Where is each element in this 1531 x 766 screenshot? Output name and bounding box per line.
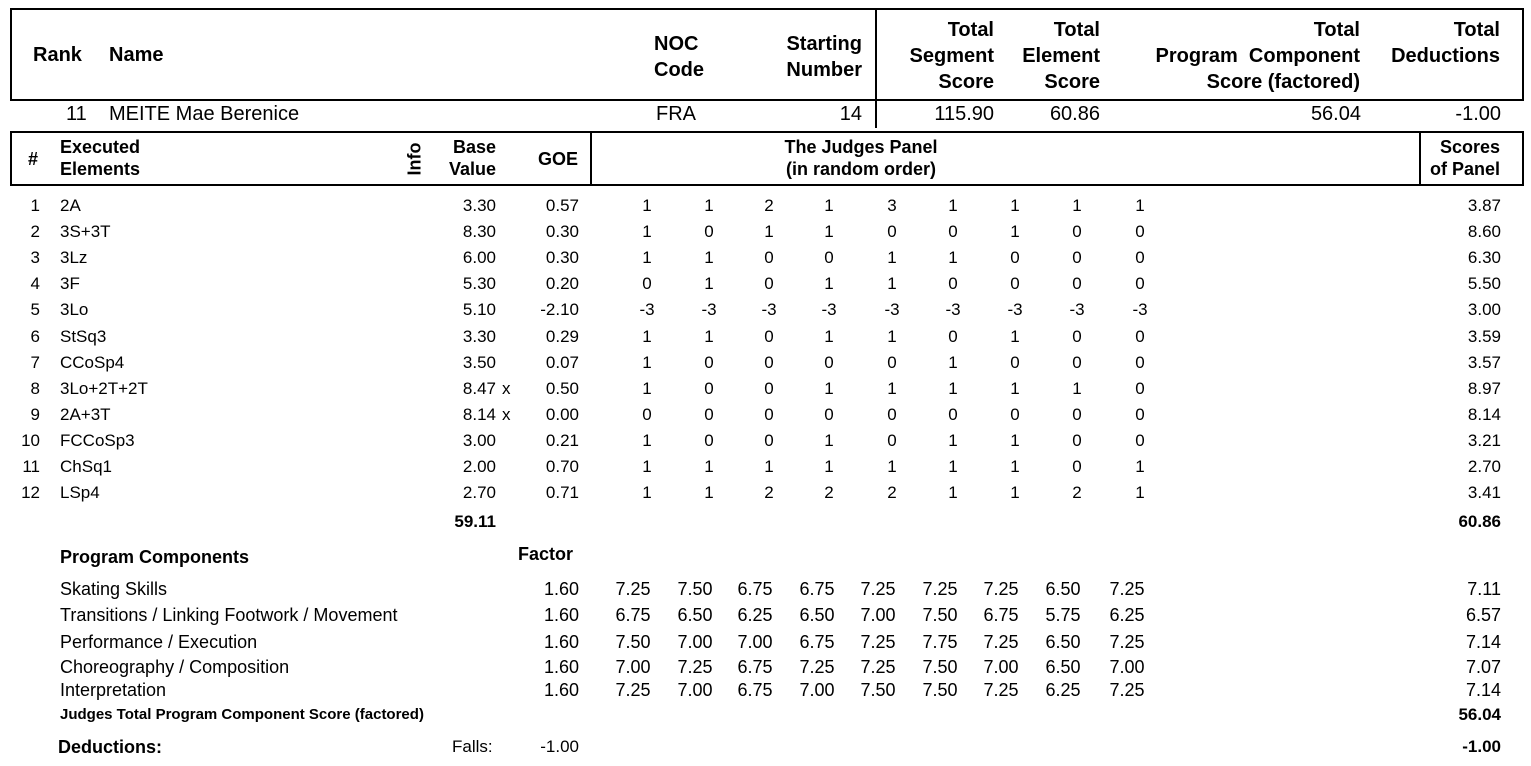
element-judge-score: 0 [764,353,774,372]
starting-number-header: Starting Number [786,33,862,81]
component-judge-score: 7.25 [983,632,1019,652]
component-judge-score: 6.50 [677,605,713,625]
skater-starting-number: 14 [839,103,862,125]
component-judge-score: 7.25 [983,680,1019,700]
element-goe: 0.07 [545,353,579,372]
element-judge-score: 0 [824,405,834,424]
component-name: Performance / Execution [60,632,258,652]
component-panel-score: 7.14 [1465,632,1501,652]
element-judge-score: 0 [764,379,774,398]
element-judge-score: 0 [642,274,652,293]
element-judge-score: 1 [824,327,834,346]
element-judge-score: 1 [948,196,958,215]
element-judge-score: 1 [642,248,652,267]
component-judge-score: 7.00 [983,657,1019,677]
rank-header: Rank [33,44,82,66]
element-judge-score: 1 [704,483,714,502]
element-judge-score: 1 [948,353,958,372]
element-judge-score: 1 [704,196,714,215]
component-name: Transitions / Linking Footwork / Movement [60,605,398,625]
component-judge-score: 6.50 [1045,657,1081,677]
element-name: CCoSp4 [60,353,125,372]
component-judge-score: 6.75 [983,605,1019,625]
element-judge-score: -3 [1132,300,1148,319]
element-judge-score: 0 [764,327,774,346]
element-goe: 0.71 [545,483,579,502]
component-judge-score: 7.25 [1109,579,1145,599]
judges-panel-header: The Judges Panel (in random order) [784,137,938,179]
element-judge-score: 1 [642,431,652,450]
element-panel-score: 5.50 [1467,274,1501,293]
element-number: 11 [22,457,40,476]
component-panel-score: 7.07 [1465,657,1501,677]
element-judge-score: 0 [1135,431,1145,450]
element-number: 1 [30,196,40,215]
element-base-value: 3.30 [462,327,496,346]
component-judge-score: 7.00 [737,632,773,652]
element-number: 5 [30,300,40,319]
skater-rank: 11 [66,103,87,125]
element-score-total: 60.86 [1458,512,1501,531]
element-name: StSq3 [60,327,107,346]
component-judge-score: 7.50 [677,579,713,599]
element-judge-score: 1 [642,222,652,241]
element-judge-score: 0 [1135,327,1145,346]
element-judge-score: 0 [1135,379,1145,398]
component-factor: 1.60 [543,680,579,700]
component-judge-score: 7.25 [860,632,896,652]
component-judge-score: 6.75 [737,579,773,599]
element-judge-score: 0 [824,353,834,372]
element-judge-score: 0 [764,431,774,450]
element-judge-score: -3 [761,300,777,319]
element-panel-score: 8.60 [1467,222,1501,241]
element-judge-score: 1 [642,483,652,502]
goe-header: GOE [538,149,579,169]
executed-elements-header: Executed Elements [60,137,141,179]
element-judge-score: 1 [824,196,834,215]
element-judge-score: 1 [887,379,897,398]
element-judge-score: 0 [1010,274,1020,293]
pcs-total-value: 56.04 [1458,705,1501,724]
element-number: 8 [30,379,40,398]
element-number: 6 [30,327,40,346]
element-judge-score: 0 [1010,248,1020,267]
component-judge-score: 7.25 [922,579,958,599]
element-judge-score: 0 [704,222,714,241]
element-judge-score: 1 [887,457,897,476]
element-judge-score: -3 [639,300,655,319]
element-name: ChSq1 [60,457,112,476]
total-deductions-header: Total Deductions [1391,19,1500,67]
element-goe: 0.20 [545,274,579,293]
element-judge-score: 2 [764,483,774,502]
element-number: 2 [30,222,40,241]
element-judge-score: 0 [887,431,897,450]
component-factor: 1.60 [543,632,579,652]
component-judge-score: 7.50 [860,680,896,700]
element-goe: 0.70 [545,457,579,476]
element-judge-score: 0 [887,353,897,372]
element-goe: 0.29 [545,327,579,346]
scores-of-panel-header: Scores of Panel [1429,137,1500,179]
element-judge-score: 1 [887,248,897,267]
element-judge-score: 1 [1010,457,1020,476]
element-judge-score: 0 [704,353,714,372]
element-judge-score: 1 [704,248,714,267]
element-name: 3F [60,274,80,293]
element-judge-score: 1 [824,431,834,450]
component-judge-score: 7.50 [615,632,651,652]
element-judge-score: 0 [1135,353,1145,372]
element-judge-score: 1 [642,196,652,215]
element-base-value: 5.30 [462,274,496,293]
component-factor: 1.60 [543,657,579,677]
component-judge-score: 7.25 [799,657,835,677]
component-judge-score: 6.50 [1045,579,1081,599]
element-name: 2A+3T [60,405,111,424]
element-judge-score: 0 [1072,248,1082,267]
element-judge-score: 0 [704,405,714,424]
skater-name: MEITE Mae Berenice [109,103,300,125]
factor-header: Factor [518,544,574,564]
falls-value: -1.00 [540,737,579,756]
component-judge-score: 6.25 [737,605,773,625]
element-base-value: 3.50 [462,353,496,372]
component-judge-score: 7.00 [677,680,713,700]
element-panel-score: 3.59 [1467,327,1501,346]
total-element-score-header: Total Element Score [1022,19,1100,93]
component-judge-score: 6.75 [615,605,651,625]
element-judge-score: 1 [642,327,652,346]
element-panel-score: 6.30 [1467,248,1501,267]
component-judge-score: 7.25 [1109,680,1145,700]
component-factor: 1.60 [543,605,579,625]
element-judge-score: 0 [1072,405,1082,424]
component-name: Skating Skills [60,579,168,599]
component-judge-score: 7.00 [677,632,713,652]
element-base-value: 3.30 [462,196,496,215]
element-judge-score: 1 [1135,457,1145,476]
component-judge-score: 6.25 [1045,680,1081,700]
component-judge-score: 7.50 [922,657,958,677]
base-value-total: 59.11 [454,512,496,531]
element-judge-score: 2 [887,483,897,502]
component-judge-score: 7.25 [615,680,651,700]
element-judge-score: 1 [948,379,958,398]
element-number: 4 [30,274,40,293]
element-judge-score: 1 [1135,483,1145,502]
info-header: Info [404,142,425,176]
element-judge-score: 0 [887,405,897,424]
element-panel-score: 3.57 [1467,353,1501,372]
element-judge-score: 2 [1072,483,1082,502]
element-judge-score: 0 [1010,353,1020,372]
element-goe: -2.10 [540,300,579,319]
element-judge-score: 0 [1072,327,1082,346]
component-name: Interpretation [60,680,167,700]
element-judge-score: 1 [642,457,652,476]
element-base-value: 8.14 [462,405,496,424]
element-panel-score: 3.21 [1467,431,1501,450]
element-judge-score: 0 [1135,248,1145,267]
element-judge-score: 1 [1010,327,1020,346]
element-judge-score: -3 [884,300,900,319]
falls-label: Falls: [452,737,493,756]
element-judge-score: 1 [887,274,897,293]
element-number: 3 [30,248,40,267]
skater-total-deductions: -1.00 [1455,103,1501,125]
component-judge-score: 6.75 [737,657,773,677]
component-judge-score: 6.50 [1045,632,1081,652]
component-name: Choreography / Composition [60,657,290,677]
element-judge-score: 0 [1072,222,1082,241]
element-judge-score: 0 [948,327,958,346]
component-judge-score: 7.75 [922,632,958,652]
element-judge-score: 0 [1135,274,1145,293]
element-panel-score: 3.41 [1467,483,1501,502]
element-base-value: 8.47 [462,379,496,398]
element-goe: 0.30 [545,222,579,241]
element-judge-score: 3 [887,196,897,215]
skater-total-program-component-score: 56.04 [1310,103,1361,125]
element-panel-score: 3.87 [1467,196,1501,215]
element-judge-score: 1 [704,457,714,476]
element-judge-score: 1 [1010,196,1020,215]
element-judge-score: 2 [824,483,834,502]
component-judge-score: 6.75 [737,680,773,700]
pcs-total-label: Judges Total Program Component Score (factored) [60,706,424,723]
skater-total-segment-score: 115.90 [934,103,994,125]
element-judge-score: 1 [1135,196,1145,215]
element-name: 3S+3T [60,222,111,241]
component-panel-score: 7.11 [1467,579,1501,599]
component-judge-score: 7.25 [860,657,896,677]
element-judge-score: 0 [948,274,958,293]
element-judge-score: 1 [1010,483,1020,502]
element-judge-score: 0 [704,379,714,398]
element-judge-score: 0 [642,405,652,424]
component-judge-score: 7.50 [922,605,958,625]
element-judge-score: 1 [642,379,652,398]
element-judge-score: 2 [764,196,774,215]
element-name: LSp4 [60,483,100,502]
element-name: 3Lo+2T+2T [60,379,148,398]
element-bonus-mark: x [502,405,511,424]
element-number: 10 [21,431,40,450]
element-judge-score: 1 [824,274,834,293]
component-judge-score: 7.25 [677,657,713,677]
element-goe: 0.30 [545,248,579,267]
element-judge-score: -3 [1007,300,1023,319]
element-base-value: 8.30 [462,222,496,241]
element-base-value: 3.00 [462,431,496,450]
component-panel-score: 7.14 [1465,680,1501,700]
element-judge-score: 1 [1010,379,1020,398]
element-name: 2A [60,196,81,215]
component-judge-score: 7.25 [983,579,1019,599]
element-panel-score: 8.14 [1467,405,1501,424]
element-base-value: 5.10 [462,300,496,319]
component-judge-score: 7.00 [1109,657,1145,677]
element-name: FCCoSp3 [60,431,135,450]
noc-header: NOC Code [654,33,704,81]
element-judge-score: 1 [1072,196,1082,215]
element-judge-score: 0 [704,431,714,450]
element-judge-score: 1 [1072,379,1082,398]
element-number: 7 [30,353,40,372]
skater-noc: FRA [656,103,696,125]
element-base-value: 2.00 [462,457,496,476]
element-judge-score: 0 [1135,222,1145,241]
element-number: 12 [21,483,40,502]
element-judge-score: 1 [948,457,958,476]
element-judge-score: 1 [948,248,958,267]
element-judge-score: -3 [945,300,961,319]
panel-divider-left [590,131,592,186]
component-judge-score: 7.25 [1109,632,1145,652]
element-judge-score: 0 [1010,405,1020,424]
element-judge-score: 0 [764,405,774,424]
element-judge-score: 0 [1072,353,1082,372]
component-judge-score: 7.00 [860,605,896,625]
element-judge-score: 1 [764,222,774,241]
component-judge-score: 7.00 [615,657,651,677]
element-number: 9 [30,405,40,424]
element-judge-score: 0 [1072,274,1082,293]
base-value-header: Base Value [448,137,496,179]
element-judge-score: -3 [1069,300,1085,319]
component-judge-score: 7.50 [922,680,958,700]
component-judge-score: 7.25 [860,579,896,599]
element-judge-score: 1 [948,431,958,450]
element-judge-score: 1 [824,379,834,398]
element-judge-score: 0 [948,222,958,241]
element-judge-score: 1 [1010,222,1020,241]
element-judge-score: -3 [701,300,717,319]
component-judge-score: 5.75 [1045,605,1081,625]
total-segment-score-header: Total Segment Score [909,19,994,93]
component-judge-score: 6.75 [799,632,835,652]
element-name: 3Lz [60,248,88,267]
element-judge-score: 1 [948,483,958,502]
element-goe: 0.21 [545,431,579,450]
header-divider [875,8,877,128]
element-judge-score: 1 [887,327,897,346]
element-judge-score: -3 [821,300,837,319]
skater-total-element-score: 60.86 [1049,103,1100,125]
element-judge-score: 0 [887,222,897,241]
element-base-value: 6.00 [462,248,496,267]
element-judge-score: 0 [1072,457,1082,476]
element-panel-score: 3.00 [1467,300,1501,319]
element-judge-score: 1 [764,457,774,476]
component-judge-score: 6.50 [799,605,835,625]
element-judge-score: 0 [824,248,834,267]
element-judge-score: 0 [764,248,774,267]
element-goe: 0.57 [545,196,579,215]
element-goe: 0.00 [545,405,579,424]
element-judge-score: 1 [824,222,834,241]
element-name: 3Lo [60,300,89,319]
element-judge-score: 0 [948,405,958,424]
element-judge-score: 1 [1010,431,1020,450]
element-panel-score: 8.97 [1467,379,1501,398]
name-header: Name [109,44,164,66]
component-judge-score: 7.25 [615,579,651,599]
program-components-title: Program Components [60,547,250,567]
component-panel-score: 6.57 [1465,605,1501,625]
element-number-header: # [28,149,39,169]
element-judge-score: 1 [704,327,714,346]
element-judge-score: 0 [1135,405,1145,424]
component-judge-score: 7.00 [799,680,835,700]
element-bonus-mark: x [502,379,511,398]
element-judge-score: 1 [824,457,834,476]
total-program-component-header: Total Program Component Score (factored) [1155,19,1360,93]
component-judge-score: 6.25 [1109,605,1145,625]
element-judge-score: 0 [1072,431,1082,450]
element-judge-score: 1 [704,274,714,293]
element-goe: 0.50 [545,379,579,398]
deductions-label: Deductions: [58,737,163,757]
element-panel-score: 2.70 [1467,457,1501,476]
component-factor: 1.60 [543,579,579,599]
deductions-total: -1.00 [1462,737,1501,756]
component-judge-score: 6.75 [799,579,835,599]
element-base-value: 2.70 [462,483,496,502]
element-judge-score: 0 [764,274,774,293]
element-judge-score: 1 [642,353,652,372]
